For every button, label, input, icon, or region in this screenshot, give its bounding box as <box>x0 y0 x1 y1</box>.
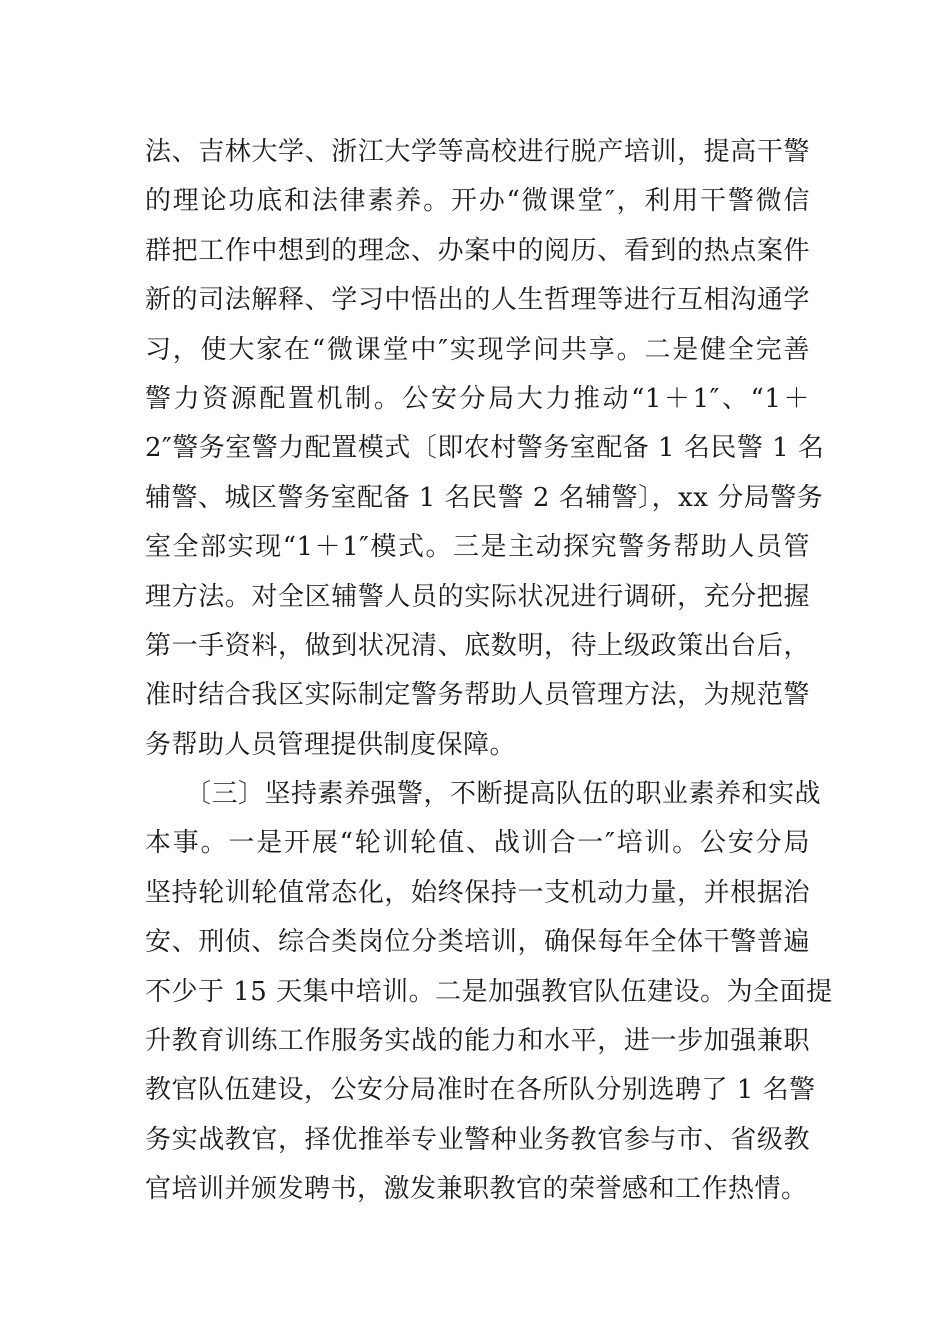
paragraph-2-line-4: 安、刑侦、综合类岗位分类培训，确保每年全体干警普遍 <box>145 927 810 958</box>
paragraph-1-line-3: 群把工作中想到的理念、办案中的阅历、看到的热点案件 <box>145 235 810 266</box>
paragraph-2-line-5: 不少于 15 天集中培训。二是加强教官队伍建设。为全面提 <box>145 976 833 1007</box>
paragraph-1-line-8: 辅警、城区警务室配备 1 名民警 2 名辅警〕，xx 分局警务 <box>145 482 824 513</box>
paragraph-1-line-10: 理方法。对全区辅警人员的实际状况进行调研，充分把握 <box>145 581 810 612</box>
paragraph-2-line-8: 务实战教官，择优推举专业警种业务教官参与市、省级教 <box>145 1124 810 1155</box>
paragraph-2-line-2: 本事。一是开展“轮训轮值、战训合一″培训。公安分局 <box>145 828 810 859</box>
paragraph-1-line-9: 室全部实现“1＋1″模式。三是主动探究警务帮助人员管 <box>145 532 810 563</box>
paragraph-1-line-11: 第一手资料，做到状况清、底数明，待上级政策出台后， <box>145 630 810 661</box>
paragraph-1-line-2: 的理论功底和法律素养。开办“微课堂″，利用干警微信 <box>145 186 810 217</box>
paragraph-2-line-6: 升教育训练工作服务实战的能力和水平，进一步加强兼职 <box>145 1026 810 1057</box>
paragraph-1-line-1: 法、吉林大学、浙江大学等高校进行脱产培训，提高干警 <box>145 137 810 167</box>
paragraph-1-line-6: 警力资源配置机制。公安分局大力推动“1＋1″、“1＋ <box>145 383 810 414</box>
paragraph-1-line-12: 准时结合我区实际制定警务帮助人员管理方法，为规范警 <box>145 680 810 711</box>
paragraph-2-line-3: 坚持轮训轮值常态化，始终保持一支机动力量，并根据治 <box>145 877 810 908</box>
paragraph-1-line-5: 习，使大家在“微课堂中″实现学问共享。二是健全完善 <box>145 334 810 365</box>
paragraph-2-line-9: 官培训并颁发聘书，激发兼职教官的荣誉感和工作热情。 <box>145 1174 808 1205</box>
paragraph-1-line-4: 新的司法解释、学习中悟出的人生哲理等进行互相沟通学 <box>145 285 810 316</box>
paragraph-1-line-13: 务帮助人员管理提供制度保障。 <box>145 729 517 760</box>
document-body <box>145 128 833 1215</box>
paragraph-2-line-1: 〔三〕坚持素养强警，不断提高队伍的职业素养和实战 <box>185 779 822 810</box>
paragraph-2-line-7: 教官队伍建设，公安分局准时在各所队分别选聘了 1 名警 <box>145 1075 816 1106</box>
paragraph-1-line-7: 2″警务室警力配置模式〔即农村警务室配备 1 名民警 1 名 <box>145 433 825 464</box>
